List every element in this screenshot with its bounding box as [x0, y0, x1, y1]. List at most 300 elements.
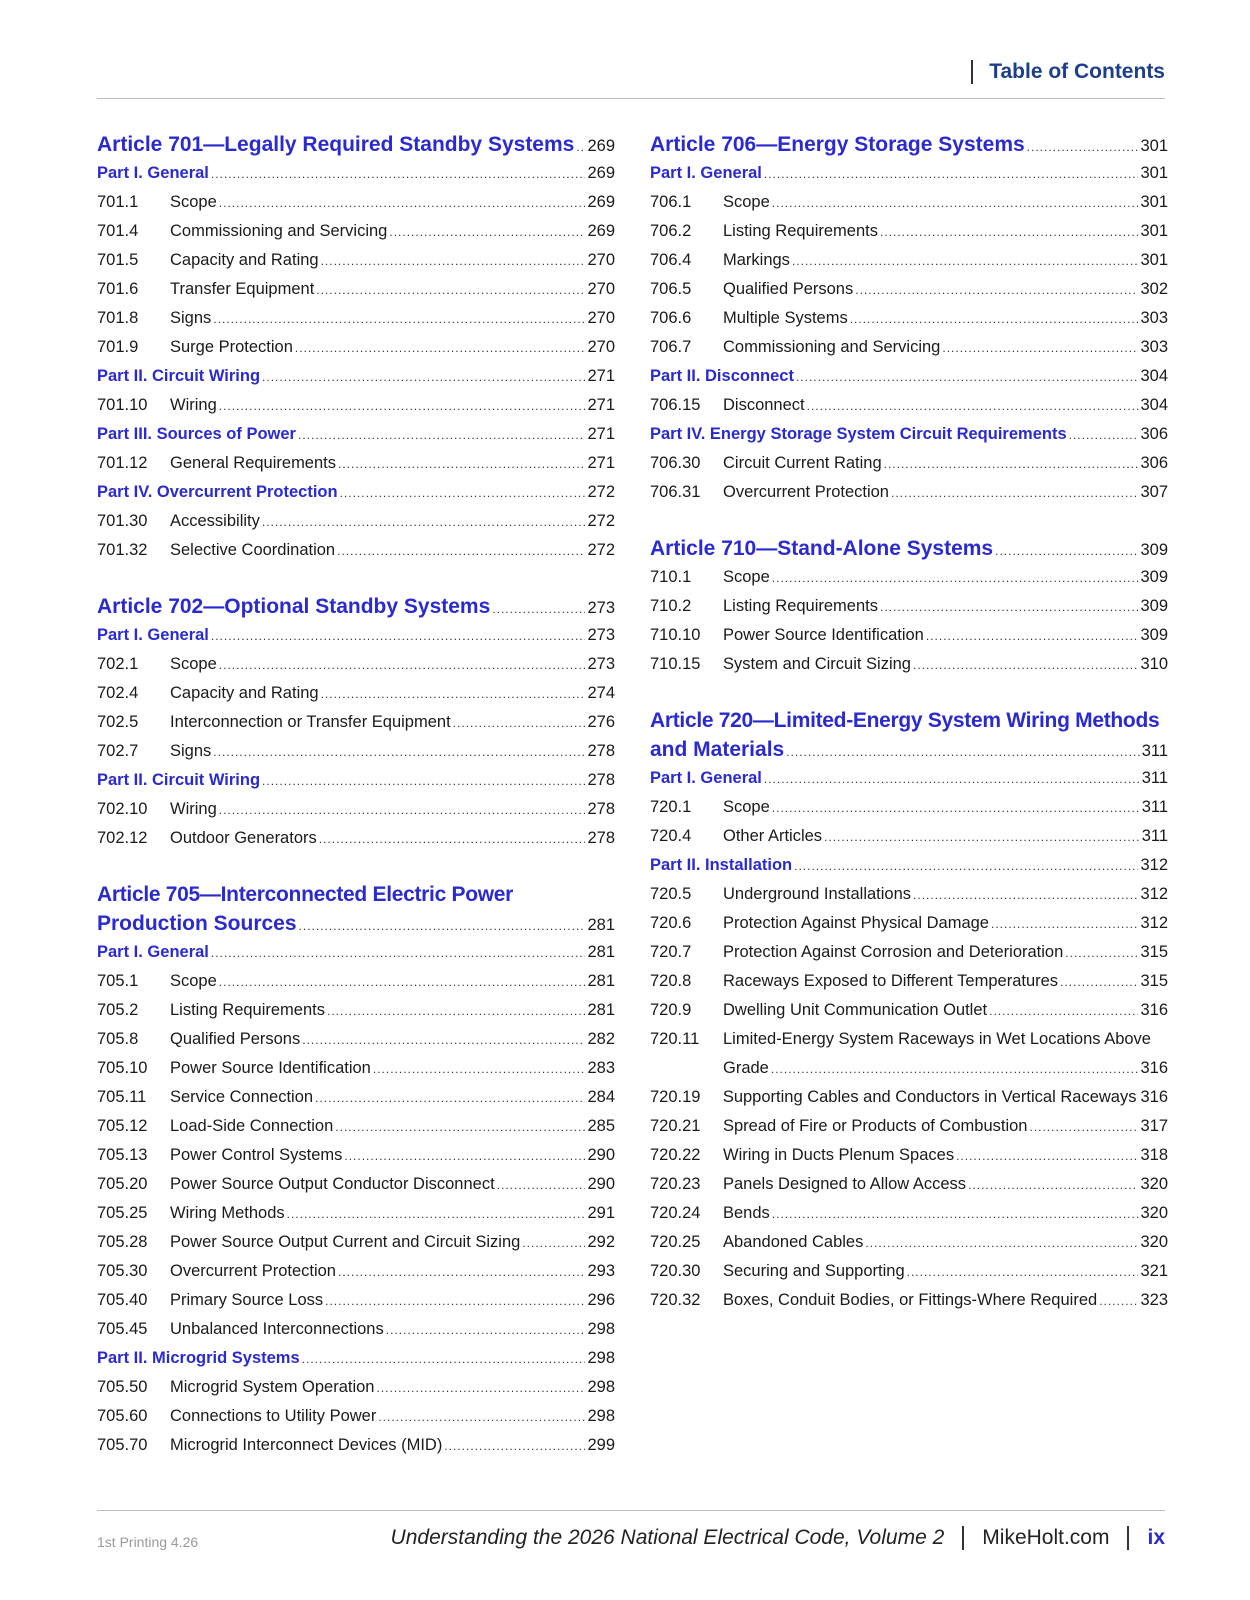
dot-leader	[316, 276, 585, 305]
page-ref: 273	[587, 655, 615, 673]
dot-leader	[344, 1142, 585, 1171]
part-title: Part III. Sources of Power	[97, 425, 296, 443]
dot-leader	[865, 1229, 1138, 1258]
dot-leader	[337, 537, 585, 566]
page-ref: 292	[587, 1233, 615, 1251]
dot-leader	[327, 997, 585, 1026]
section-number: 720.8	[650, 972, 692, 990]
section-title: Scope	[723, 798, 770, 816]
dot-leader	[321, 680, 586, 709]
page-ref: 315	[1140, 972, 1168, 990]
toc-article[interactable]	[97, 592, 615, 621]
dot-leader	[764, 765, 1140, 794]
page-ref: 303	[1140, 338, 1168, 356]
page-ref: 310	[1140, 655, 1168, 673]
toc-entry[interactable]	[650, 333, 1168, 362]
dot-leader	[219, 189, 586, 218]
dot-leader	[1099, 1287, 1138, 1316]
page-ref: 298	[587, 1378, 615, 1396]
section-number: 705.25	[97, 1204, 148, 1222]
page-ref: 320	[1140, 1204, 1168, 1222]
dot-leader	[325, 1287, 585, 1316]
toc-entry[interactable]	[97, 824, 615, 853]
section-title: Bends	[723, 1204, 770, 1222]
section-number: 702.12	[97, 829, 148, 847]
part-title: Part II. Disconnect	[650, 367, 794, 385]
toc-entry[interactable]	[97, 304, 615, 333]
toc-entry[interactable]	[650, 592, 1168, 621]
dot-leader	[794, 852, 1138, 881]
section-title: Surge Protection	[170, 338, 293, 356]
article-title: and Materials	[650, 738, 785, 761]
dot-leader	[907, 1258, 1139, 1287]
page-ref: 281	[587, 943, 615, 961]
toc-entry[interactable]	[97, 996, 615, 1025]
section-title: Listing Requirements	[170, 1001, 325, 1019]
part-title: Part I. General	[97, 164, 209, 182]
dot-leader	[219, 392, 586, 421]
page-ref: 291	[587, 1204, 615, 1222]
toc-entry[interactable]	[650, 996, 1168, 1025]
page-ref: 312	[1140, 914, 1168, 932]
toc-article-block	[650, 706, 1168, 1315]
section-number: 705.60	[97, 1407, 148, 1425]
toc-part[interactable]	[97, 362, 615, 391]
header-title-text: Table of Contents	[989, 60, 1165, 83]
dot-leader	[991, 910, 1138, 939]
section-number: 705.45	[97, 1320, 148, 1338]
toc-entry[interactable]	[97, 795, 615, 824]
toc-entry[interactable]	[97, 1431, 615, 1460]
section-number: 706.15	[650, 396, 701, 414]
article-title: Production Sources	[97, 912, 297, 935]
toc-entry[interactable]	[97, 967, 615, 996]
section-title: Primary Source Loss	[170, 1291, 324, 1309]
page-ref: 278	[587, 742, 615, 760]
dot-leader	[522, 1229, 585, 1258]
section-title: Accessibility	[170, 512, 260, 530]
page-ref: 320	[1140, 1233, 1168, 1251]
dot-leader	[378, 1403, 585, 1432]
section-number: 705.30	[97, 1262, 148, 1280]
toc-entry[interactable]	[97, 650, 615, 679]
section-number: 706.30	[650, 454, 701, 472]
section-title: Qualified Persons	[723, 280, 854, 298]
dot-leader	[335, 1113, 585, 1142]
dot-leader	[340, 479, 586, 508]
right-column	[650, 130, 1168, 1342]
page-ref: 298	[587, 1320, 615, 1338]
page-ref: 304	[1140, 396, 1168, 414]
toc-entry[interactable]	[650, 1054, 1168, 1083]
dot-leader	[884, 450, 1139, 479]
dot-leader	[956, 1142, 1138, 1171]
page-ref: 270	[587, 309, 615, 327]
section-number: 701.9	[97, 338, 139, 356]
part-title: Part II. Circuit Wiring	[97, 771, 261, 789]
section-title: Scope	[170, 972, 217, 990]
toc-part[interactable]	[650, 851, 1168, 880]
toc-entry[interactable]	[650, 478, 1168, 507]
page-ref: 290	[587, 1175, 615, 1193]
toc-entry[interactable]	[97, 737, 615, 766]
toc-entry[interactable]	[97, 217, 615, 246]
toc-article[interactable]	[650, 534, 1168, 563]
toc-entry[interactable]	[97, 708, 615, 737]
page-ref: 316	[1140, 1088, 1168, 1106]
page-ref: 298	[587, 1349, 615, 1367]
page-ref: 290	[587, 1146, 615, 1164]
section-title: Power Source Identification	[170, 1059, 371, 1077]
section-title: Power Source Output Current and Circuit Sizing	[170, 1233, 521, 1251]
section-number: 706.1	[650, 193, 692, 211]
dot-leader	[299, 912, 586, 941]
dot-leader	[771, 1055, 1139, 1084]
dot-leader	[302, 1345, 586, 1374]
part-title: Part II. Circuit Wiring	[97, 367, 261, 385]
footer-rule	[97, 1510, 1165, 1511]
page-ref: 278	[587, 800, 615, 818]
toc-entry[interactable]	[650, 1286, 1168, 1315]
toc-entry[interactable]	[97, 1083, 615, 1112]
toc-entry[interactable]	[97, 679, 615, 708]
section-title: Scope	[170, 655, 217, 673]
section-number: 705.50	[97, 1378, 148, 1396]
page-ref: 270	[587, 338, 615, 356]
dot-leader	[891, 479, 1138, 508]
toc-entry[interactable]	[97, 1170, 615, 1199]
article-title: Article 702—Optional Standby Systems	[97, 595, 491, 618]
dot-leader	[576, 133, 585, 162]
article-title: Article 710—Stand-Alone Systems	[650, 537, 994, 560]
section-number: 720.19	[650, 1088, 701, 1106]
section-title: Commissioning and Servicing	[170, 222, 388, 240]
dot-leader	[492, 595, 585, 624]
toc-part[interactable]	[97, 1344, 615, 1373]
toc-part[interactable]	[650, 362, 1168, 391]
section-number: 720.24	[650, 1204, 701, 1222]
section-title: Raceways Exposed to Different Temperatures	[723, 972, 1059, 990]
section-number: 705.12	[97, 1117, 148, 1135]
section-number: 705.70	[97, 1436, 148, 1454]
section-title: Securing and Supporting	[723, 1262, 905, 1280]
toc-entry[interactable]	[650, 1083, 1168, 1112]
dot-leader	[287, 1200, 586, 1229]
section-title: Power Source Output Conductor Disconnect	[170, 1175, 495, 1193]
dot-leader	[295, 334, 586, 363]
toc-entry[interactable]	[650, 1199, 1168, 1228]
part-title: Part IV. Energy Storage System Circuit Requirements	[650, 425, 1067, 443]
section-number: 710.2	[650, 597, 692, 615]
dot-leader	[262, 363, 585, 392]
toc-entry[interactable]	[97, 246, 615, 275]
dot-leader	[772, 189, 1139, 218]
dot-leader	[968, 1171, 1138, 1200]
section-title: Qualified Persons	[170, 1030, 301, 1048]
dot-leader	[444, 1432, 585, 1461]
page-ref: 309	[1140, 541, 1168, 559]
page-ref: 271	[587, 454, 615, 472]
section-title: Power Control Systems	[170, 1146, 343, 1164]
toc-part[interactable]	[97, 420, 615, 449]
page-ref: 306	[1140, 425, 1168, 443]
section-number: 702.5	[97, 713, 139, 731]
section-number: 701.10	[97, 396, 148, 414]
dot-leader	[338, 1258, 585, 1287]
toc-entry-first-line[interactable]	[650, 1025, 1168, 1054]
toc-part[interactable]	[97, 938, 615, 967]
toc-entry[interactable]	[650, 909, 1168, 938]
toc-entry[interactable]	[650, 793, 1168, 822]
dot-leader	[219, 968, 586, 997]
toc-entry[interactable]	[97, 1315, 615, 1344]
dot-leader	[764, 160, 1139, 189]
dot-leader	[772, 1200, 1139, 1229]
page-ref: 311	[1141, 742, 1168, 760]
toc-article-block	[650, 130, 1168, 507]
section-number: 720.22	[650, 1146, 701, 1164]
toc-part[interactable]	[650, 420, 1168, 449]
section-number: 705.28	[97, 1233, 148, 1251]
section-title: System and Circuit Sizing	[723, 655, 911, 673]
toc-entry[interactable]	[650, 621, 1168, 650]
section-number: 710.10	[650, 626, 701, 644]
article-title: Article 706—Energy Storage Systems	[650, 133, 1025, 156]
dot-leader	[855, 276, 1138, 305]
toc-entry[interactable]	[97, 188, 615, 217]
dot-leader	[219, 796, 586, 825]
article-title-line: Article 720—Limited-Energy System Wiring Methods	[650, 709, 1160, 732]
toc-entry[interactable]	[650, 563, 1168, 592]
toc-entry[interactable]	[650, 1141, 1168, 1170]
page-ref: 304	[1140, 367, 1168, 385]
dot-leader	[211, 622, 586, 651]
toc-entry[interactable]	[97, 536, 615, 565]
section-title: Grade	[723, 1059, 769, 1077]
page-ref: 296	[587, 1291, 615, 1309]
toc-entry[interactable]	[650, 1112, 1168, 1141]
section-title: Outdoor Generators	[170, 829, 317, 847]
toc-entry[interactable]	[97, 507, 615, 536]
dot-leader	[995, 537, 1138, 566]
toc-article[interactable]	[650, 130, 1168, 159]
header-title	[971, 60, 1165, 84]
section-title: Connections to Utility Power	[170, 1407, 377, 1425]
toc-entry[interactable]	[97, 1199, 615, 1228]
toc-entry[interactable]	[650, 967, 1168, 996]
page-ref: 306	[1140, 454, 1168, 472]
page-ref: 311	[1141, 798, 1168, 816]
dot-leader	[386, 1316, 586, 1345]
page-ref: 309	[1140, 626, 1168, 644]
footer-divider	[962, 1526, 964, 1550]
toc-entry[interactable]	[650, 304, 1168, 333]
section-number: 702.7	[97, 742, 139, 760]
page-ref: 307	[1140, 483, 1168, 501]
page-ref: 315	[1140, 943, 1168, 961]
page-ref: 311	[1141, 769, 1168, 787]
section-number: 702.1	[97, 655, 139, 673]
toc-entry[interactable]	[97, 1373, 615, 1402]
section-title: Overcurrent Protection	[723, 483, 889, 501]
part-title: Part I. General	[97, 943, 209, 961]
page-ref: 284	[587, 1088, 615, 1106]
toc-entry[interactable]	[97, 1257, 615, 1286]
dot-leader	[880, 218, 1138, 247]
toc-article-block	[650, 534, 1168, 679]
section-title: Power Source Identification	[723, 626, 924, 644]
section-title: Panels Designed to Allow Access	[723, 1175, 967, 1193]
section-title: Selective Coordination	[170, 541, 336, 559]
part-title: Part II. Microgrid Systems	[97, 1349, 300, 1367]
section-title: Interconnection or Transfer Equipment	[170, 713, 451, 731]
toc-entry[interactable]	[650, 938, 1168, 967]
toc-entry[interactable]	[97, 449, 615, 478]
part-title: Part II. Installation	[650, 856, 793, 874]
section-number: 720.23	[650, 1175, 701, 1193]
section-number: 705.1	[97, 972, 139, 990]
dot-leader	[262, 767, 585, 796]
toc-part[interactable]	[97, 159, 615, 188]
section-number: 701.6	[97, 280, 139, 298]
toc-entry[interactable]	[97, 275, 615, 304]
section-number: 720.11	[650, 1030, 700, 1048]
section-title: Commissioning and Servicing	[723, 338, 941, 356]
dot-leader	[1069, 421, 1139, 450]
toc-entry[interactable]	[650, 449, 1168, 478]
toc-entry[interactable]	[97, 333, 615, 362]
part-title: Part I. General	[97, 626, 209, 644]
section-title: Listing Requirements	[723, 597, 878, 615]
toc-entry[interactable]	[650, 217, 1168, 246]
header-divider	[971, 60, 973, 84]
page-ref: 285	[587, 1117, 615, 1135]
toc-entry[interactable]	[650, 650, 1168, 679]
section-title: Other Articles	[723, 827, 823, 845]
section-title: General Requirements	[170, 454, 336, 472]
toc-entry[interactable]	[650, 1257, 1168, 1286]
toc-part[interactable]	[97, 766, 615, 795]
toc-entry[interactable]	[97, 1286, 615, 1315]
toc-article-block	[97, 880, 615, 1460]
section-number: 701.5	[97, 251, 139, 269]
section-number: 706.4	[650, 251, 692, 269]
page-ref: 281	[587, 1001, 615, 1019]
book-title: Understanding the 2026 National Electrical Code, Volume 2	[390, 1526, 945, 1549]
section-title: Markings	[723, 251, 790, 269]
dot-leader	[772, 794, 1140, 823]
toc-part[interactable]	[650, 764, 1168, 793]
section-number: 705.20	[97, 1175, 148, 1193]
section-number: 720.5	[650, 885, 692, 903]
toc-entry[interactable]	[650, 391, 1168, 420]
article-title-line: Article 705—Interconnected Electric Power	[97, 883, 514, 906]
section-title: Overcurrent Protection	[170, 1262, 336, 1280]
page-ref: 270	[587, 251, 615, 269]
toc-entry[interactable]	[650, 1170, 1168, 1199]
toc-entry[interactable]	[650, 880, 1168, 909]
section-title: Spread of Fire or Products of Combustion	[723, 1117, 1028, 1135]
section-number: 701.8	[97, 309, 139, 327]
part-title: Part I. General	[650, 769, 762, 787]
footer-divider	[1127, 1526, 1129, 1550]
page-ref: 302	[1140, 280, 1168, 298]
toc-part[interactable]	[650, 159, 1168, 188]
section-title: Wiring	[170, 800, 217, 818]
page-ref: 271	[587, 367, 615, 385]
section-number: 706.5	[650, 280, 692, 298]
section-number: 701.4	[97, 222, 139, 240]
page-ref: 317	[1140, 1117, 1168, 1135]
page-ref: 269	[587, 137, 615, 155]
toc-entry[interactable]	[650, 822, 1168, 851]
toc-entry[interactable]	[650, 188, 1168, 217]
page-ref: 316	[1140, 1001, 1168, 1019]
dot-leader	[942, 334, 1138, 363]
toc-entry[interactable]	[97, 1054, 615, 1083]
section-number: 720.9	[650, 1001, 692, 1019]
site-link[interactable]: MikeHolt.com	[982, 1526, 1110, 1549]
toc-article[interactable]	[97, 130, 615, 159]
toc-entry[interactable]	[97, 1228, 615, 1257]
dot-leader	[497, 1171, 586, 1200]
page-ref: 278	[587, 771, 615, 789]
section-number: 720.7	[650, 943, 692, 961]
toc-entry[interactable]	[650, 246, 1168, 275]
page-ref: 301	[1140, 164, 1168, 182]
page-ref: 272	[587, 483, 615, 501]
section-number: 720.6	[650, 914, 692, 932]
toc-article[interactable]	[97, 909, 615, 938]
page-ref: 271	[587, 396, 615, 414]
page-ref: 318	[1140, 1146, 1168, 1164]
dot-leader	[1029, 1113, 1138, 1142]
page-ref: 271	[587, 425, 615, 443]
toc-article[interactable]	[650, 735, 1168, 764]
toc-entry[interactable]	[650, 1228, 1168, 1257]
dot-leader	[772, 564, 1139, 593]
dot-leader	[807, 392, 1139, 421]
page-ref: 301	[1140, 222, 1168, 240]
section-number: 706.6	[650, 309, 692, 327]
page-ref: 301	[1140, 251, 1168, 269]
section-title: Scope	[170, 193, 217, 211]
section-number: 705.8	[97, 1030, 139, 1048]
dot-leader	[792, 247, 1139, 276]
section-title: Capacity and Rating	[170, 684, 319, 702]
section-number: 720.1	[650, 798, 692, 816]
section-title: Signs	[170, 309, 212, 327]
toc-entry[interactable]	[97, 1112, 615, 1141]
dot-leader	[298, 421, 585, 450]
toc-entry[interactable]	[97, 1025, 615, 1054]
section-number: 705.10	[97, 1059, 148, 1077]
section-number: 720.32	[650, 1291, 701, 1309]
toc-entry[interactable]	[97, 1141, 615, 1170]
toc-entry[interactable]	[97, 391, 615, 420]
toc-part[interactable]	[97, 621, 615, 650]
toc-article-block	[97, 592, 615, 853]
section-title: Microgrid System Operation	[170, 1378, 375, 1396]
section-number: 701.1	[97, 193, 139, 211]
toc-entry[interactable]	[97, 1402, 615, 1431]
section-title: Protection Against Physical Damage	[723, 914, 989, 932]
toc-entry[interactable]	[650, 275, 1168, 304]
part-title: Part I. General	[650, 164, 762, 182]
section-title: Microgrid Interconnect Devices (MID)	[170, 1436, 443, 1454]
toc-part[interactable]	[97, 478, 615, 507]
section-number: 705.40	[97, 1291, 148, 1309]
